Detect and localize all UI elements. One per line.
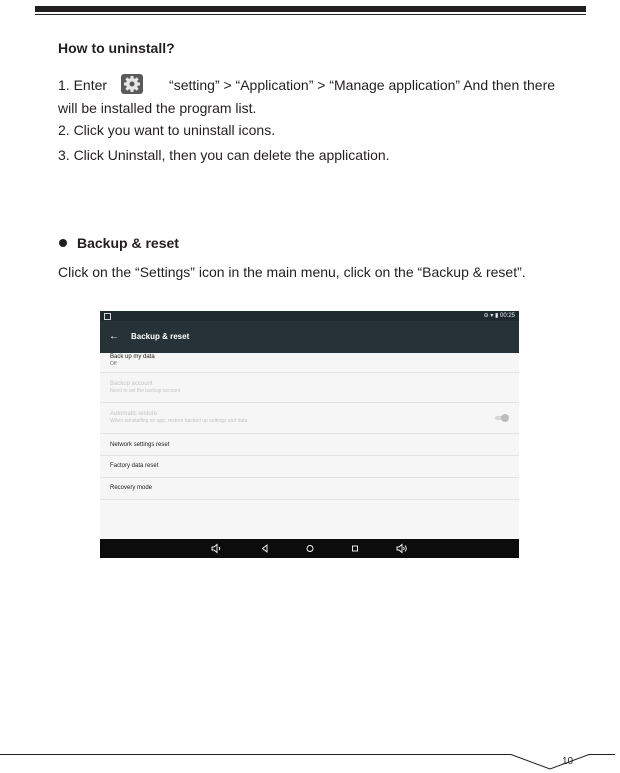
- row-subtitle: Need to set the backup account: [110, 388, 181, 394]
- status-time: 00:25: [499, 313, 515, 319]
- footer-rule: [0, 754, 511, 755]
- row-recovery-mode[interactable]: [100, 478, 519, 500]
- row-subtitle: Off: [110, 361, 117, 367]
- bullet-icon: [59, 239, 67, 247]
- row-factory-data-reset[interactable]: [100, 456, 519, 478]
- row-title: Recovery mode: [110, 485, 153, 491]
- row-title: Backup account: [110, 381, 153, 387]
- step-2: 2. Click you want to uninstall icons.: [58, 122, 276, 138]
- row-title: Network settings reset: [110, 442, 170, 448]
- step-1: [58, 74, 578, 118]
- volume-down-icon[interactable]: [211, 543, 223, 554]
- back-triangle-icon[interactable]: [259, 543, 271, 554]
- row-backup-account: [100, 373, 519, 403]
- row-back-up-my-data[interactable]: [100, 353, 519, 373]
- page-number: 10: [562, 756, 574, 767]
- row-title: Factory data reset: [110, 463, 159, 469]
- row-automatic-restore: [100, 403, 519, 434]
- section-heading-uninstall: How to uninstall?: [58, 40, 175, 56]
- navigation-bar: [100, 539, 519, 558]
- app-bar: [100, 321, 519, 353]
- automatic-restore-toggle: [501, 414, 509, 422]
- recents-square-icon[interactable]: [349, 543, 361, 554]
- home-circle-icon[interactable]: [304, 543, 316, 554]
- step-3: 3. Click Uninstall, then you can delete the application.: [58, 147, 390, 163]
- top-rule-thin: [35, 14, 586, 15]
- notification-icon: [104, 313, 111, 320]
- section-description: Click on the “Settings” icon in the main menu, click on the “Backup & reset”.: [58, 264, 526, 280]
- back-arrow-icon[interactable]: ←: [109, 331, 119, 342]
- step-1-prefix: 1. Enter: [58, 77, 108, 93]
- row-subtitle: When reinstalling an app, restore backed up settings and data: [110, 418, 248, 424]
- section-title-backup: Backup & reset: [77, 235, 179, 251]
- row-title: Automatic restore: [110, 411, 158, 417]
- row-network-settings-reset[interactable]: [100, 434, 519, 456]
- volume-up-icon[interactable]: [396, 543, 408, 554]
- settings-gear-icon: [121, 74, 143, 99]
- embedded-screenshot: [100, 311, 519, 558]
- status-icons: ⊖ ▾ ▮ 00:25: [483, 313, 515, 319]
- top-rule-thick: [35, 6, 586, 12]
- step-1-text: “setting” > “Application” > “Manage application” And then there will be installed the program list.: [58, 77, 556, 116]
- status-bar: [100, 311, 519, 321]
- row-title: Back up my data: [110, 354, 155, 360]
- appbar-title: Backup & reset: [131, 332, 190, 341]
